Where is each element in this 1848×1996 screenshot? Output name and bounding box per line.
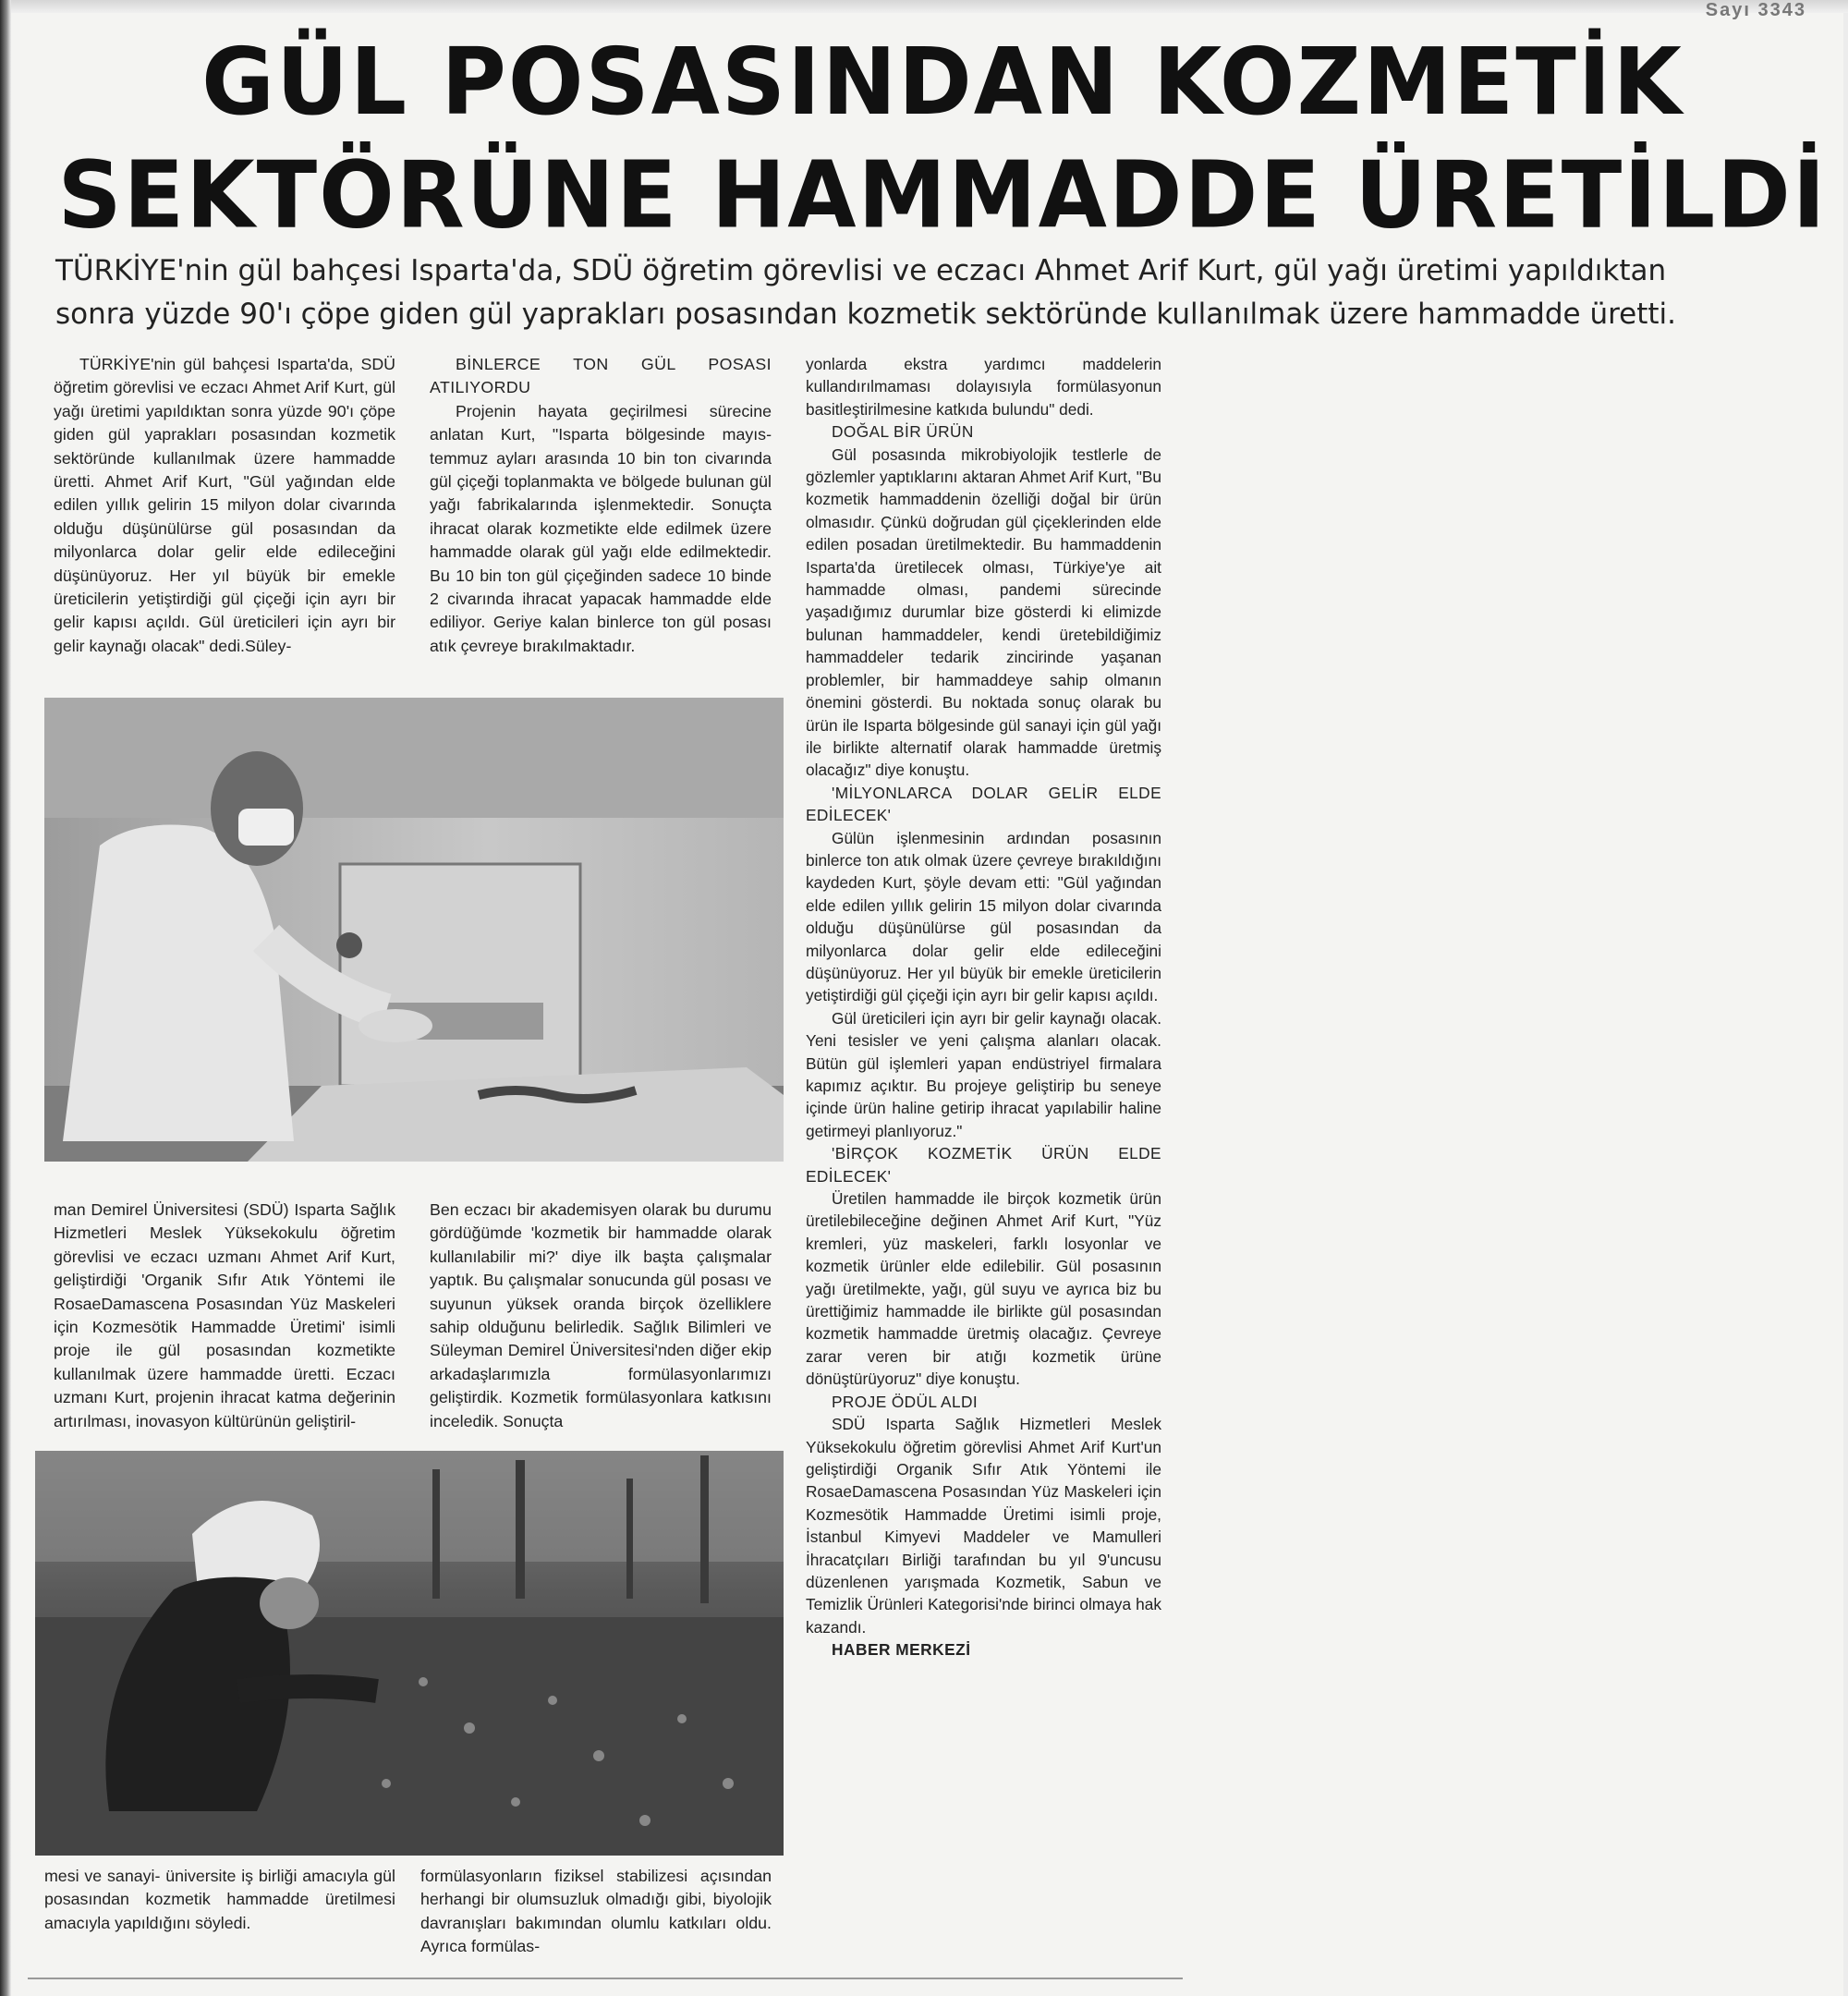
paragraph: SDÜ Isparta Sağlık Hizmetleri Meslek Yüksekokulu öğretim görevlisi Ahmet Arif Kurt'un geliştirdiği Organik Sıfır Atık Yöntemi ile RosaeDamascena Posasından Yüz Maskeleri için Kozmesötik Hammadde Üretimi isimli proje, İstanbul Kimyevi Maddeler ve Mamulleri İhracatçıları Birliği tarafından bu yıl 9'uncusu düzenlenen yarışmada Kozmetik, Sabun ve Temizlik Ürünleri Kategorisi'nde birinci olmaya hak kazandı. — [806, 1415, 1161, 1637]
bottom-rule — [28, 1978, 1183, 1979]
column-2-bottom — [420, 1865, 772, 1959]
paragraph: Gül üreticileri için ayrı bir gelir kaynağı olacak. Yeni tesisler ve yeni çalışma alanları olacak. Bütün gül işlemleri yapan endüstriyel firmalara kapımız açıktır. Bu projeye geliştirip bu seneye içinde ürün haline getirip ihracat yapılabilir haline getirmeyi planlıyoruz." — [806, 1008, 1161, 1140]
subheading-bircok-kozmetik: 'BİRÇOK KOZMETİK ÜRÜN ELDE EDİLECEK' — [806, 1144, 1161, 1186]
paragraph: Gül posasında mikrobiyolojik testlerle de gözlemler yaptıklarını aktaran Ahmet Arif Kurt, "Bu kozmetik hammaddenin özelliği doğal bir ürün olmasıdır. Çünkü doğrudan gül çiçeklerinden elde edilen posadan üretilmektedir. Bu hammaddenin Isparta'da üretilecek olması, Türkiye'ye ait hammadde olması, pandemi sürecinde yaşadığımız durumlar bize gösterdi ki elimizde bulunan hammaddeler, kendi üretebildiğimiz hammaddeler tedarik zincirinde yaşanan problemler, bir hammaddeye sahip olmanın önemini gösterdi. Bu noktada sonuç olarak bu ürün ile Isparta bölgesinde gül sanayi için gül yağı ile birlikte alternatif olarak hammadde üretmiş olacağız" diye konuştu. — [806, 444, 1161, 780]
column-2-middle — [430, 1199, 772, 1433]
photo-rose-harvest — [35, 1451, 784, 1856]
subheading-proje-odul-aldi: PROJE ÖDÜL ALDI — [832, 1392, 979, 1411]
page-left-shadow — [0, 0, 11, 1996]
headline-line-1: GÜL POSASINDAN KOZMETİK — [201, 28, 1684, 136]
deck-summary — [55, 250, 1839, 336]
subheading: BİNLERCE TON GÜL POSASI ATILIYORDU — [430, 355, 772, 397]
deck-line-1: TÜRKİYE'nin gül bahçesi Isparta'da, SDÜ öğretim görevlisi ve eczacı Ahmet Arif Kurt, gül yağı üretimi yapıldıktan — [55, 254, 1667, 287]
lab-photo-illustration — [44, 698, 784, 1162]
byline: HABER MERKEZİ — [832, 1640, 971, 1660]
paragraph: Ben eczacı bir akademisyen olarak bu durumu gördüğümde 'kozmetik bir hammadde olarak kullanılabilir mi?' diye ilk başta çalışmalar yaptık. Bu çalışmalar sonucunda gül posası ve suyunun yüksek oranda birçok özelliklere sahip olduğunu belirledik. Sağlık Bilimleri ve Süleyman Demirel Üniversitesi'nden diğer ekip arkadaşlarımızla formülasyonlarımızı geliştirdik. Kozmetik formülasyonlara katkısını inceledik. Sonuçta — [430, 1200, 772, 1430]
page-top-edge — [0, 0, 1848, 13]
paragraph: Gülün işlenmesinin ardından posasının binlerce ton atık olmak üzere çevreye bırakıldığını kaydeden Kurt, şöyle devam etti: "Gül yağından elde edilen yıllık gelirin 15 milyon dolar civarında olduğu düşünülürse gül posasından da milyonlarca dolar gelir elde edileceğini düşünüyoruz. Her yıl büyük bir emekle üreticilerin yetiştirdiği gül çiçeği için ayrı bir gelir kapısı açıldı. — [806, 828, 1161, 1005]
column-1-top — [54, 353, 395, 658]
paragraph: man Demirel Üniversitesi (SDÜ) Isparta Sağlık Hizmetleri Meslek Yüksekokulu öğretim görevlisi ve eczacı uzmanı Ahmet Arif Kurt, geliştirdiği 'Organik Sıfır Atık Yöntemi ile RosaeDamascena Posasından Yüz Maskeleri için Kozmesötik Hammadde Üretimi' isimli proje ile gül posasından kozmetikte kullanılmak üzere hammadde üretti. Eczacı uzmanı Kurt, projenin ihracat katma değerinin artırılması, inovasyon kültürünün geliştiril- — [54, 1200, 395, 1430]
column-1-middle — [54, 1199, 395, 1433]
column-3 — [806, 353, 1161, 1661]
paragraph: mesi ve sanayi- üniversite iş birliği amacıyla gül posasından kozmetik hammadde üretilmesi amacıyla yapıldığını söyledi. — [44, 1867, 395, 1932]
subheading-dogal-bir-urun: DOĞAL BİR ÜRÜN — [832, 422, 974, 442]
photo-lab-researcher — [44, 698, 784, 1162]
paragraph: formülasyonların fiziksel stabilizesi açısından herhangi bir olumsuzluk olmadığı gibi, biyolojik davranışları bakımından olumlu katkıları oldu. Ayrıca formülas- — [420, 1867, 772, 1956]
headline — [37, 25, 1848, 251]
column-1-bottom — [44, 1865, 395, 1935]
deck-line-2: sonra yüzde 90'ı çöpe giden gül yaprakları posasından kozmetik sektöründe kullanılmak üzere hammadde üretti. — [55, 298, 1676, 331]
issue-number: Sayı 3343 — [1705, 0, 1806, 20]
paragraph: Projenin hayata geçirilmesi sürecine anlatan Kurt, "Isparta bölgesinde mayıs-temmuz ayları arasında 10 bin ton civarında gül çiçeği toplanmakta ve bölgede bulunan gül yağı fabrikalarında işlenmektedir. Sonuçta ihracat olarak kozmetikte elde edilmek üzere hammadde olarak gül yağı elde edilmektedir. Bu 10 bin ton gül çiçeğinden sadece 10 binde 2 civarında ihracat yapacak hammadde elde ediliyor. Geriye kalan binlerce ton gül posası atık çevreye bırakılmaktadır. — [430, 401, 772, 655]
column-2-top — [430, 353, 772, 658]
paragraph: Üretilen hammadde ile birçok kozmetik ürün üretilebileceğine değinen Ahmet Arif Kurt, "Yüz kremleri, yüz maskeleri, farklı losyonlar ve kozmetik ürünler elde edilebilir. Gül posasının yağı üretilmekte, yağı, gül suyu ve ayrıca biz bu ürettiğimiz hammadde ile birlikte gül posasından kozmetik hammadde üretmiş olacağız. Çevreye zarar veren bir atığı kozmetik ürüne dönüştürüyoruz" diye konuştu. — [806, 1189, 1161, 1389]
paragraph: yonlarda ekstra yardımcı maddelerin kullandırılmaması dolayısıyla formülasyonun basitleştirilmesine katkıda bulundu" dedi. — [806, 355, 1161, 419]
headline-line-2: SEKTÖRÜNE HAMMADDE ÜRETİLDİ — [57, 141, 1828, 250]
field-photo-illustration — [35, 1451, 784, 1856]
paragraph: TÜRKİYE'nin gül bahçesi Isparta'da, SDÜ öğretim görevlisi ve eczacı Ahmet Arif Kurt, gül yağı üretimi yapıldıktan sonra yüzde 90'ı çöpe giden gül yaprakları posasından kozmetik sektöründe kullanılmak üzere hammadde üretti. Ahmet Arif Kurt, "Gül yağından elde edilen yıllık gelirin 15 milyon dolar civarında olduğu düşünülürse gül posasından da milyonlarca dolar gelir elde edileceğini düşünüyoruz. Her yıl büyük bir emekle üreticilerin yetiştirdiği gül çiçeği için ayrı bir gelir kapısı açıldı. Gül üreticileri için ayrı bir gelir kaynağı olacak" dedi.Süley- — [54, 355, 395, 655]
subheading-milyonlarca-dolar: 'MİLYONLARCA DOLAR GELİR ELDE EDİLECEK' — [806, 783, 1161, 825]
